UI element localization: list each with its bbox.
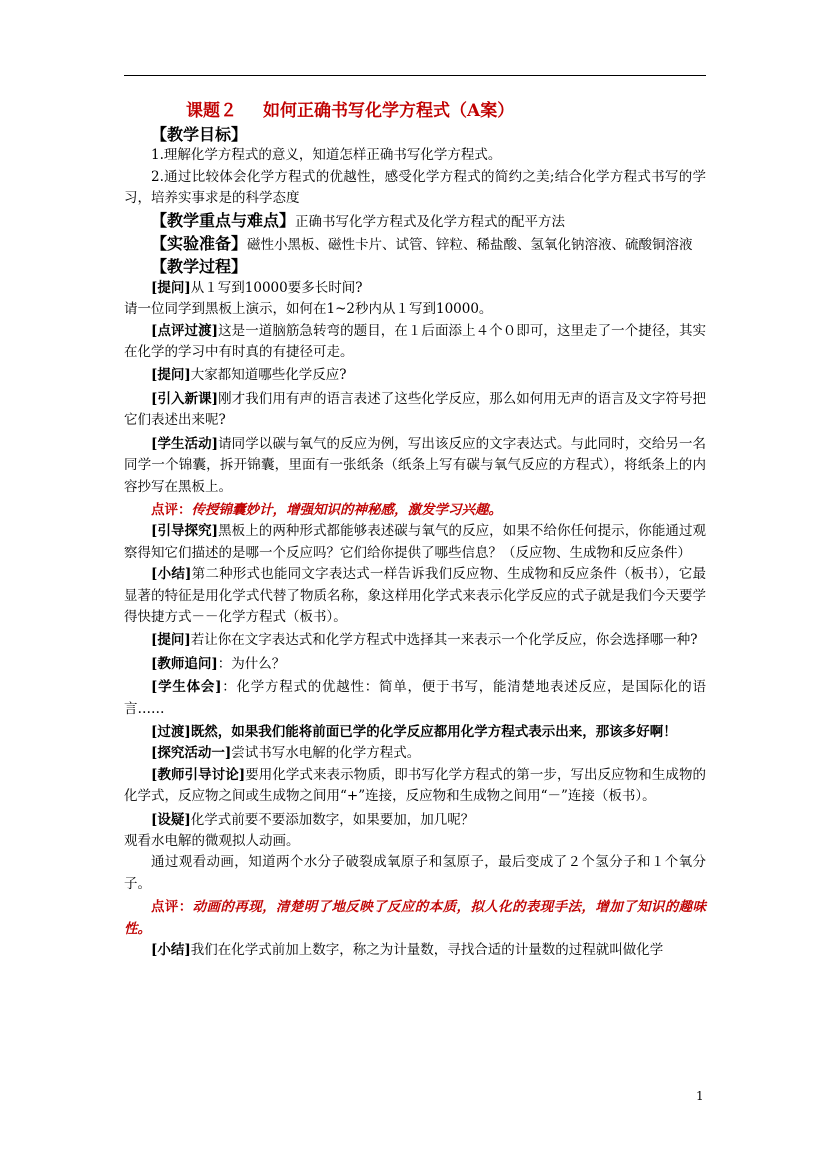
paragraph-text: ：化学方程式的优越性：简单，便于书写，能清楚地表述反应，是国际化的语言…… xyxy=(124,679,707,717)
paragraph xyxy=(124,321,706,364)
paragraph xyxy=(124,389,706,432)
paragraph: 请一位同学到黑板上演示，如何在1~2秒内从１写到10000。 xyxy=(124,301,493,318)
paragraph-text: 我们在化学式前加上数字，称之为计量数，寻找合适的计量数的过程就叫做化学 xyxy=(190,942,664,959)
tag-label: [引入新课] xyxy=(151,390,219,407)
preparation xyxy=(124,233,706,256)
paragraph xyxy=(124,521,706,564)
paragraph xyxy=(124,365,706,386)
goal-1: 1.理解化学方程式的意义，知道怎样正确书写化学方程式。 xyxy=(151,147,502,164)
tag-label: [设疑] xyxy=(151,811,191,828)
paragraph-text: 从１写到10000要多长时间? xyxy=(190,279,363,296)
paragraph-text: 大家都知道哪些化学反应? xyxy=(190,367,347,384)
title-text: 如何正确书写化学方程式（A案） xyxy=(263,101,515,121)
process-heading: 【教学过程】 xyxy=(151,257,248,277)
tag-label: [学生体会] xyxy=(151,679,222,696)
paragraph-text: 黑板上的两种形式都能够表述碳与氧气的反应，如果不给你任何提示，你能通过观察得知它们描述的是哪一个反应吗？它们给你提供了哪些信息？（反应物、生成物和反应条件） xyxy=(124,523,706,561)
page-number: 1 xyxy=(696,1089,704,1103)
paragraph xyxy=(124,940,706,961)
paragraph xyxy=(124,765,706,808)
lesson-title xyxy=(186,98,706,124)
paragraph xyxy=(124,278,706,299)
paragraph-text: 请同学以碳与氧气的反应为例，写出该反应的文字表达式。与此同时，交给另一名同学一个锦囊，拆开锦囊，里面有一张纸条（纸条上写有碳与氧气反应的方程式），将纸条上的内容抄写在黑板上。 xyxy=(124,435,706,495)
tag-label: [教师引导讨论] xyxy=(151,766,246,783)
goals-heading: 【教学目标】 xyxy=(151,125,248,144)
key-points xyxy=(124,210,706,233)
paragraph: 通过观看动画，知道两个水分子破裂成氧原子和氢原子，最后变成了２个氢分子和１个氧分子。 xyxy=(124,854,706,892)
document-body xyxy=(124,98,706,961)
tag-label: [提问] xyxy=(151,367,191,384)
goal-2: 2.通过比较体会化学方程式的优越性，感受化学方程式的简约之美;结合化学方程式书写的学习，培养实事求是的科学态度 xyxy=(124,168,706,207)
paragraph-text: 要用化学式来表示物质，即书写化学方程式的第一步，写出反应物和生成物的化学式，反应物之间或生成物之间用“+”连接，反应物和生成物之间用“－”连接（板书）。 xyxy=(124,766,706,805)
paragraph-text: 这是一道脑筋急转弯的题目，在１后面添上４个０即可，这里走了一个捷径，其实在化学的学习中有时真的有捷径可走。 xyxy=(124,322,706,361)
tag-label: [引导探究] xyxy=(151,523,219,540)
paragraph-text: ：为什么？ xyxy=(217,655,286,672)
paragraph xyxy=(124,434,706,498)
paragraph xyxy=(124,810,706,831)
key-text: 正确书写化学方程式及化学方程式的配平方法 xyxy=(295,213,566,230)
paragraph xyxy=(124,722,706,743)
paragraph-text: 第二种形式也能同文字表达式一样告诉我们反应物、生成物和反应条件（板书），它最显著的特征是用化学式代替了物质名称，象这样用化学式来表示化学反应的式子就是我们今天要学得快捷方式－－化学方程式（板书）。 xyxy=(124,566,706,625)
paragraph-text: 若让你在文字表达式和化学方程式中选择其一来表示一个化学反应，你会选择哪一种? xyxy=(190,632,698,649)
paragraph xyxy=(124,677,706,720)
tag-label: [过渡] xyxy=(151,723,191,740)
comment-text: 传授锦囊妙计，增强知识的神秘感，激发学习兴趣。 xyxy=(191,501,502,518)
paragraph xyxy=(124,743,706,764)
tag-label: [提问] xyxy=(151,279,191,296)
tag-label: [小结] xyxy=(151,566,192,583)
tag-label: [教师追问] xyxy=(151,655,218,672)
tag-label: [提问] xyxy=(151,632,191,649)
comment-label: 点评： xyxy=(151,501,192,518)
paragraph-text: 尝试书写水电解的化学方程式。 xyxy=(231,745,421,762)
comment-label: 点评： xyxy=(151,899,193,916)
paragraph xyxy=(124,630,706,651)
prep-heading: 【实验准备】 xyxy=(151,234,248,254)
comment-text: 动画的再现，清楚明了地反映了反应的本质，拟人化的表现手法，增加了知识的趣味性。 xyxy=(124,899,707,937)
title-number: 课题２ xyxy=(186,101,237,121)
paragraph-text: 刚才我们用有声的语言表述了这些化学反应，那么如何用无声的语言及文字符号把它们表述出来呢? xyxy=(124,390,706,429)
tag-label: [探究活动一] xyxy=(151,745,232,762)
key-heading: 【教学重点与难点】 xyxy=(151,210,296,230)
tag-label: [学生活动] xyxy=(151,435,219,452)
paragraph xyxy=(124,654,706,675)
teacher-comment xyxy=(124,500,706,521)
teacher-comment xyxy=(124,897,706,940)
tag-label: [小结] xyxy=(151,942,191,959)
paragraph xyxy=(124,564,706,628)
prep-text: 磁性小黑板、磁性卡片、试管、锌粒、稀盐酸、氢氧化钠溶液、硫酸铜溶液 xyxy=(247,237,693,254)
paragraph-text: 化学式前要不要添加数字，如果要加，加几呢？ xyxy=(190,811,475,828)
paragraph-text: 既然，如果我们能将前面已学的化学反应都用化学方程式表示出来，那该多好啊！ xyxy=(190,723,677,740)
tag-label: [点评过渡] xyxy=(151,322,219,339)
paragraph: 观看水电解的微观拟人动画。 xyxy=(124,833,300,849)
header-rule xyxy=(124,75,706,76)
